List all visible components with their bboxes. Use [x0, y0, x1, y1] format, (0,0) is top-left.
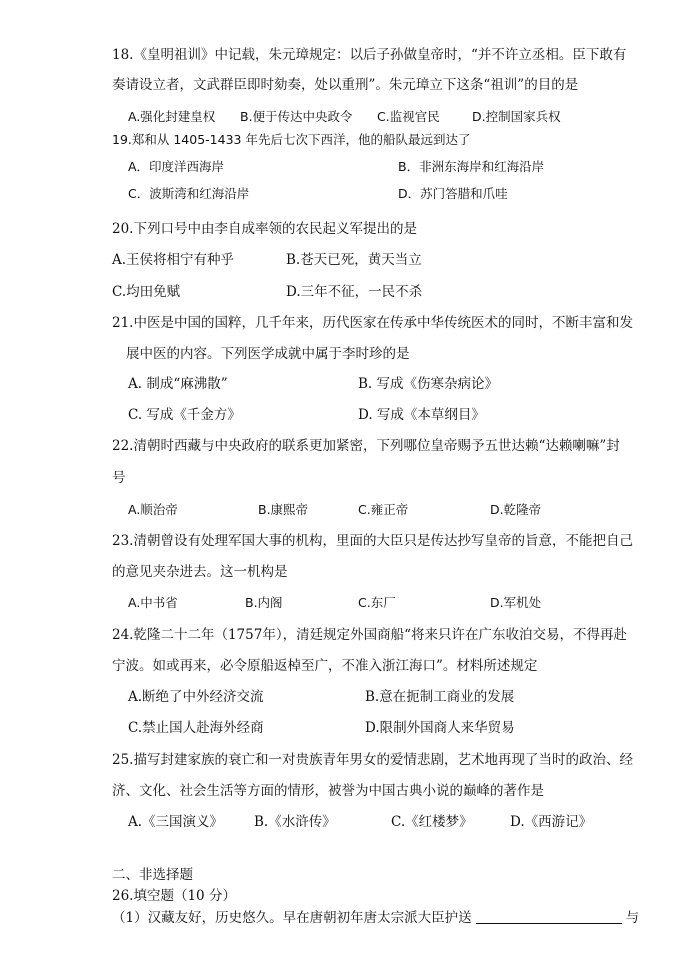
q25-option-c[interactable]: C.《红楼梦》 — [391, 814, 473, 830]
q26-line1-start: （1）汉藏友好，历史悠久。早在唐朝初年唐太宗派大臣护送 — [112, 910, 472, 926]
q23-option-c[interactable]: C.东厂 — [358, 595, 396, 610]
q19-option-b[interactable]: B．非洲东海岸和红海沿岸 — [398, 159, 545, 174]
q25-option-a[interactable]: A.《三国演义》 — [128, 814, 224, 830]
q18-option-c[interactable]: C.监视官民 — [377, 109, 440, 124]
q25-option-b[interactable]: B.《水浒传》 — [254, 814, 336, 830]
q25-option-d[interactable]: D.《西游记》 — [510, 814, 593, 830]
q23-stem-line2: 的意见夹杂进去。这一机构是 — [112, 564, 288, 580]
q19-option-a[interactable]: A．印度洋西海岸 — [128, 159, 225, 174]
q26-line1-end: 与 — [625, 910, 640, 926]
q18-option-a[interactable]: A.强化封建皇权 — [128, 109, 216, 124]
q21-stem-line1: 21.中医是中国的国粹，几千年来，历代医家在传承中华传统医术的同时，不断丰富和发 — [112, 315, 633, 331]
q19-option-c[interactable]: C．波斯湾和红海沿岸 — [128, 186, 250, 201]
q24-stem-line2: 宁波。如或再来，必令原船返棹至广，不准入浙江海口”。材料所述规定 — [112, 658, 538, 674]
q20-stem: 20.下列口号中由李自成率领的农民起义军提出的是 — [112, 221, 417, 237]
q22-option-c[interactable]: C.雍正帝 — [358, 502, 409, 517]
q24-option-d[interactable]: D.限制外国商人来华贸易 — [365, 720, 515, 736]
q18-stem-line1: 18.《皇明祖训》中记载，朱元璋规定：以后子孙做皇帝时，“并不许立丞相。臣下敢有 — [112, 47, 627, 63]
q22-option-a[interactable]: A.顺治帝 — [128, 502, 178, 517]
q24-option-a[interactable]: A.断绝了中外经济交流 — [128, 689, 264, 705]
q26-answer-blank[interactable] — [476, 909, 622, 924]
q18-option-b[interactable]: B.便于传达中央政令 — [240, 109, 353, 124]
q19-stem: 19.郑和从 1405-1433 年先后七次下西洋，他的船队最远到达了 — [112, 132, 471, 147]
q25-stem-line2: 济、文化、社会生活等方面的情形，被誉为中国古典小说的巅峰的著作是 — [112, 783, 544, 799]
q22-option-b[interactable]: B.康熙帝 — [258, 502, 309, 517]
q26-title: 26.填空题（10 分） — [112, 888, 236, 904]
q21-option-c[interactable]: C. 写成《千金方》 — [128, 407, 241, 423]
q18-option-d[interactable]: D.控制国家兵权 — [472, 109, 561, 124]
q23-option-d[interactable]: D.军机处 — [490, 595, 542, 610]
q22-stem-line2: 号 — [112, 470, 126, 486]
q23-option-b[interactable]: B.内阁 — [245, 595, 283, 610]
q20-option-a[interactable]: A.王侯将相宁有种乎 — [112, 252, 235, 268]
section2-title: 二、非选择题 — [112, 867, 193, 883]
q20-option-c[interactable]: C.均田免赋 — [112, 284, 181, 300]
q18-stem-line2: 奏请设立者，文武群臣即时劾奏，处以重刑”。朱元璋立下这条“祖训”的目的是 — [112, 77, 579, 93]
q21-option-b[interactable]: B. 写成《伤寒杂病论》 — [358, 376, 499, 392]
q22-stem-line1: 22.清朝时西藏与中央政府的联系更加紧密，下列哪位皇帝赐予五世达赖“达赖喇嘛”封 — [112, 438, 620, 454]
q25-stem-line1: 25.描写封建家族的衰亡和一对贵族青年男女的爱情悲剧，艺术地再现了当时的政治、经 — [112, 752, 633, 768]
q26-line1 — [112, 908, 639, 928]
q21-stem-line2: 展中医的内容。下列医学成就中属于李时珍的是 — [126, 346, 410, 362]
q19-option-d[interactable]: D．苏门答腊和爪哇 — [398, 186, 508, 201]
q23-stem-line1: 23.清朝曾设有处理军国大事的机构，里面的大臣只是传达抄写皇帝的旨意，不能把自己 — [112, 533, 633, 549]
q24-option-b[interactable]: B.意在扼制工商业的发展 — [365, 689, 515, 705]
q24-option-c[interactable]: C.禁止国人赴海外经商 — [128, 720, 264, 736]
q23-option-a[interactable]: A.中书省 — [128, 595, 178, 610]
q20-option-b[interactable]: B.苍天已死，黄天当立 — [286, 252, 422, 268]
q24-stem-line1: 24.乾隆二十二年（1757年），清廷规定外国商船“将来只许在广东收泊交易，不得再赴 — [112, 627, 627, 643]
q22-option-d[interactable]: D.乾隆帝 — [490, 502, 542, 517]
q21-option-d[interactable]: D. 写成《本草纲目》 — [358, 407, 485, 423]
q20-option-d[interactable]: D.三年不征，一民不杀 — [286, 284, 423, 300]
q21-option-a[interactable]: A. 制成“麻沸散” — [128, 376, 228, 392]
